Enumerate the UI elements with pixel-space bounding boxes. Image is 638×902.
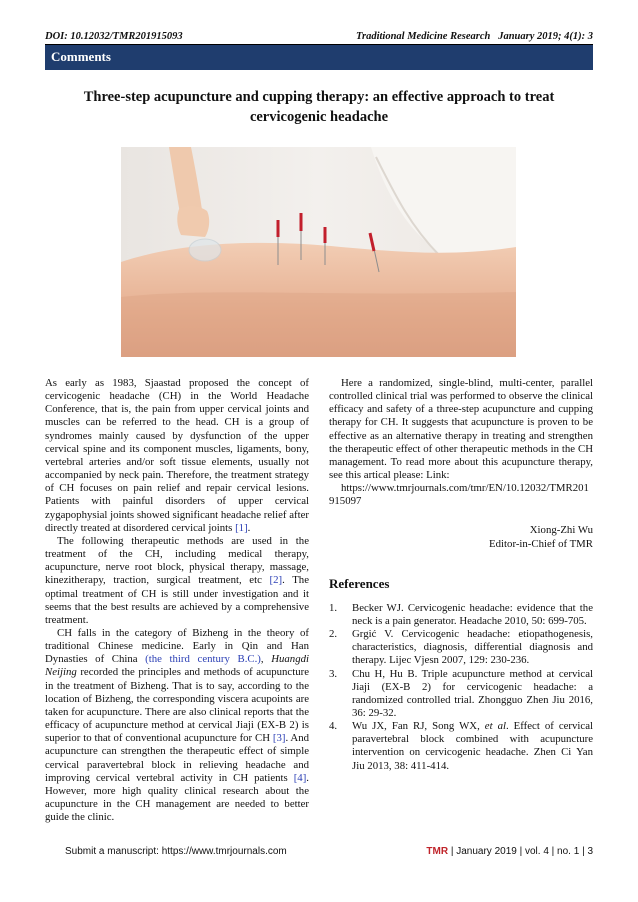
footer-brand: TMR [426, 846, 449, 857]
left-column [45, 377, 309, 824]
paragraph: Here a randomized, single-blind, multi-center, parallel controlled clinical trial was performed to observe the clinical efficacy and safety of a three-step acupuncture and cupping therapy for CH. It suggests that acupuncture is proven to be effective as an alternative therapy in treating and strengthen the therapeutic effect of other therapeutic methods in the CH management. To read more about this acupuncture therapy, see this artical please: Link: [329, 377, 593, 482]
article-url[interactable]: https://www.tmrjournals.com/tmr/EN/10.12032/TMR201915097 [329, 482, 589, 508]
signature-role: Editor-in-Chief of TMR [489, 537, 593, 550]
citation-link[interactable]: [1] [235, 521, 248, 534]
paragraph [45, 535, 309, 627]
reference-number: 3. [329, 667, 338, 680]
reference-text: Grgić V. Cervicogenic headache: etiopathogenesis, characteristics, diagnosis, differential diagnosis and therapy. Lijec Vjesn 2007, 129: 230-236. [352, 628, 593, 667]
footer-info [426, 846, 593, 857]
text: . The optimal treatment of CH is still under investigation and it seems that the best results are achieved by a comprehensive treatment. [45, 574, 309, 626]
section-label: Comments [51, 49, 111, 64]
et-al: et al [484, 720, 506, 733]
reference-text: . Effect of cervical paravertebral block combined with acupuncture intervention on cervicogenic headache. Zhen Ci Yan Jiu 2013, 38: 411-414. [352, 720, 593, 772]
reference-number: 4. [329, 720, 338, 733]
footer-submit[interactable]: Submit a manuscript: https://www.tmrjournals.com [65, 846, 287, 857]
text: CH falls in the category of Bizheng in the theory of traditional Chinese medicine. Early in Qin and Han Dynasties of China [45, 626, 309, 666]
reference-item [329, 602, 593, 628]
running-header [45, 31, 593, 43]
text: , [260, 653, 272, 666]
text: . And acupuncture can strengthen the therapeutic effect of simple cervical paravertebral block in relieving headache and improving cervical vertebral activity in CH patients [45, 732, 309, 784]
text: As early as 1983, Sjaastad proposed the concept of cervicogenic headache (CH) in the World Headache Conference, that is, the pain from upper cervical joints and muscles can be referred to the head. CH is a group of syndromes mainly caused by dysfunction of the upper cervical spine and its component muscles, ligaments, bony, vertebral arteries and/or soft tissue elements, usually not accompanied by neck pain. Therefore, the treatment strategy of CH focuses on pain relief and repair cervical lesions. Patients with painful disorders of upper cervical zygapophysial joints showed significant headache relief after directly treated at disordered cervical joints [45, 377, 309, 534]
citation-link[interactable]: [4] [293, 771, 307, 784]
citation-link[interactable]: [2] [269, 574, 283, 587]
signature [329, 523, 593, 551]
book-title: Huangdi Neijing [45, 653, 309, 679]
reference-item [329, 668, 593, 721]
text: The following therapeutic methods are used in the treatment of the CH, including medical therapy, acupuncture, nerve root block, physical therapy, massage, kinezitherapy, traction, surgical treatment, etc [45, 534, 309, 587]
era-link[interactable]: (the third century B.C.) [145, 653, 261, 666]
right-column [329, 377, 593, 773]
signature-name: Xiong-Zhi Wu [529, 523, 593, 536]
reference-number: 1. [329, 601, 338, 614]
reference-text: Wu JX, Fan RJ, Song WX, [352, 720, 485, 733]
reference-item [329, 720, 593, 773]
citation-link[interactable]: [3] [272, 732, 286, 745]
reference-text: Becker WJ. Cervicogenic headache: evidence that the neck is a pain generator. Headache 2010, 50: 699-705. [352, 601, 593, 627]
journal-name: Traditional Medicine Research [355, 31, 491, 42]
paragraph [45, 627, 309, 824]
references-heading: References [329, 575, 390, 591]
reference-list [329, 602, 593, 773]
article-title: Three-step acupuncture and cupping therapy: an effective approach to treat cervicogenic headache [83, 89, 555, 125]
text: recorded the principles and methods of acupuncture in the treatment of Bizheng. That is to say, according to the location of Bizheng, the corresponding viscera acupoints are taken for acupuncture. There are also clinical reports that the efficacy of acupuncture method at cervical Jiaji (EX-B 2) is superior to that of conventional acupuncture for CH [45, 666, 309, 745]
journal-issue [356, 31, 593, 42]
issue-info: January 2019; 4(1): 3 [498, 31, 593, 42]
footer-issue: | January 2019 | vol. 4 | no. 1 | 3 [448, 846, 593, 857]
paragraph [45, 377, 309, 535]
doi-text: DOI: 10.12032/TMR201915093 [45, 31, 183, 42]
reference-text: Chu H, Hu B. Triple acupuncture method at cervical Jiaji (EX-B 2) for cervicogenic headache: a randomized controlled trial. Zhongguo Zhen Jiu 2016, 36: 29-32. [352, 667, 593, 719]
text: . [247, 521, 251, 534]
acupuncture-photo [121, 147, 516, 357]
section-band [45, 45, 593, 70]
text: . However, more high quality clinical research about the acupuncture in the CH management are needed to better guide the clinic. [45, 771, 309, 824]
reference-number: 2. [329, 628, 338, 641]
reference-item [329, 628, 593, 667]
